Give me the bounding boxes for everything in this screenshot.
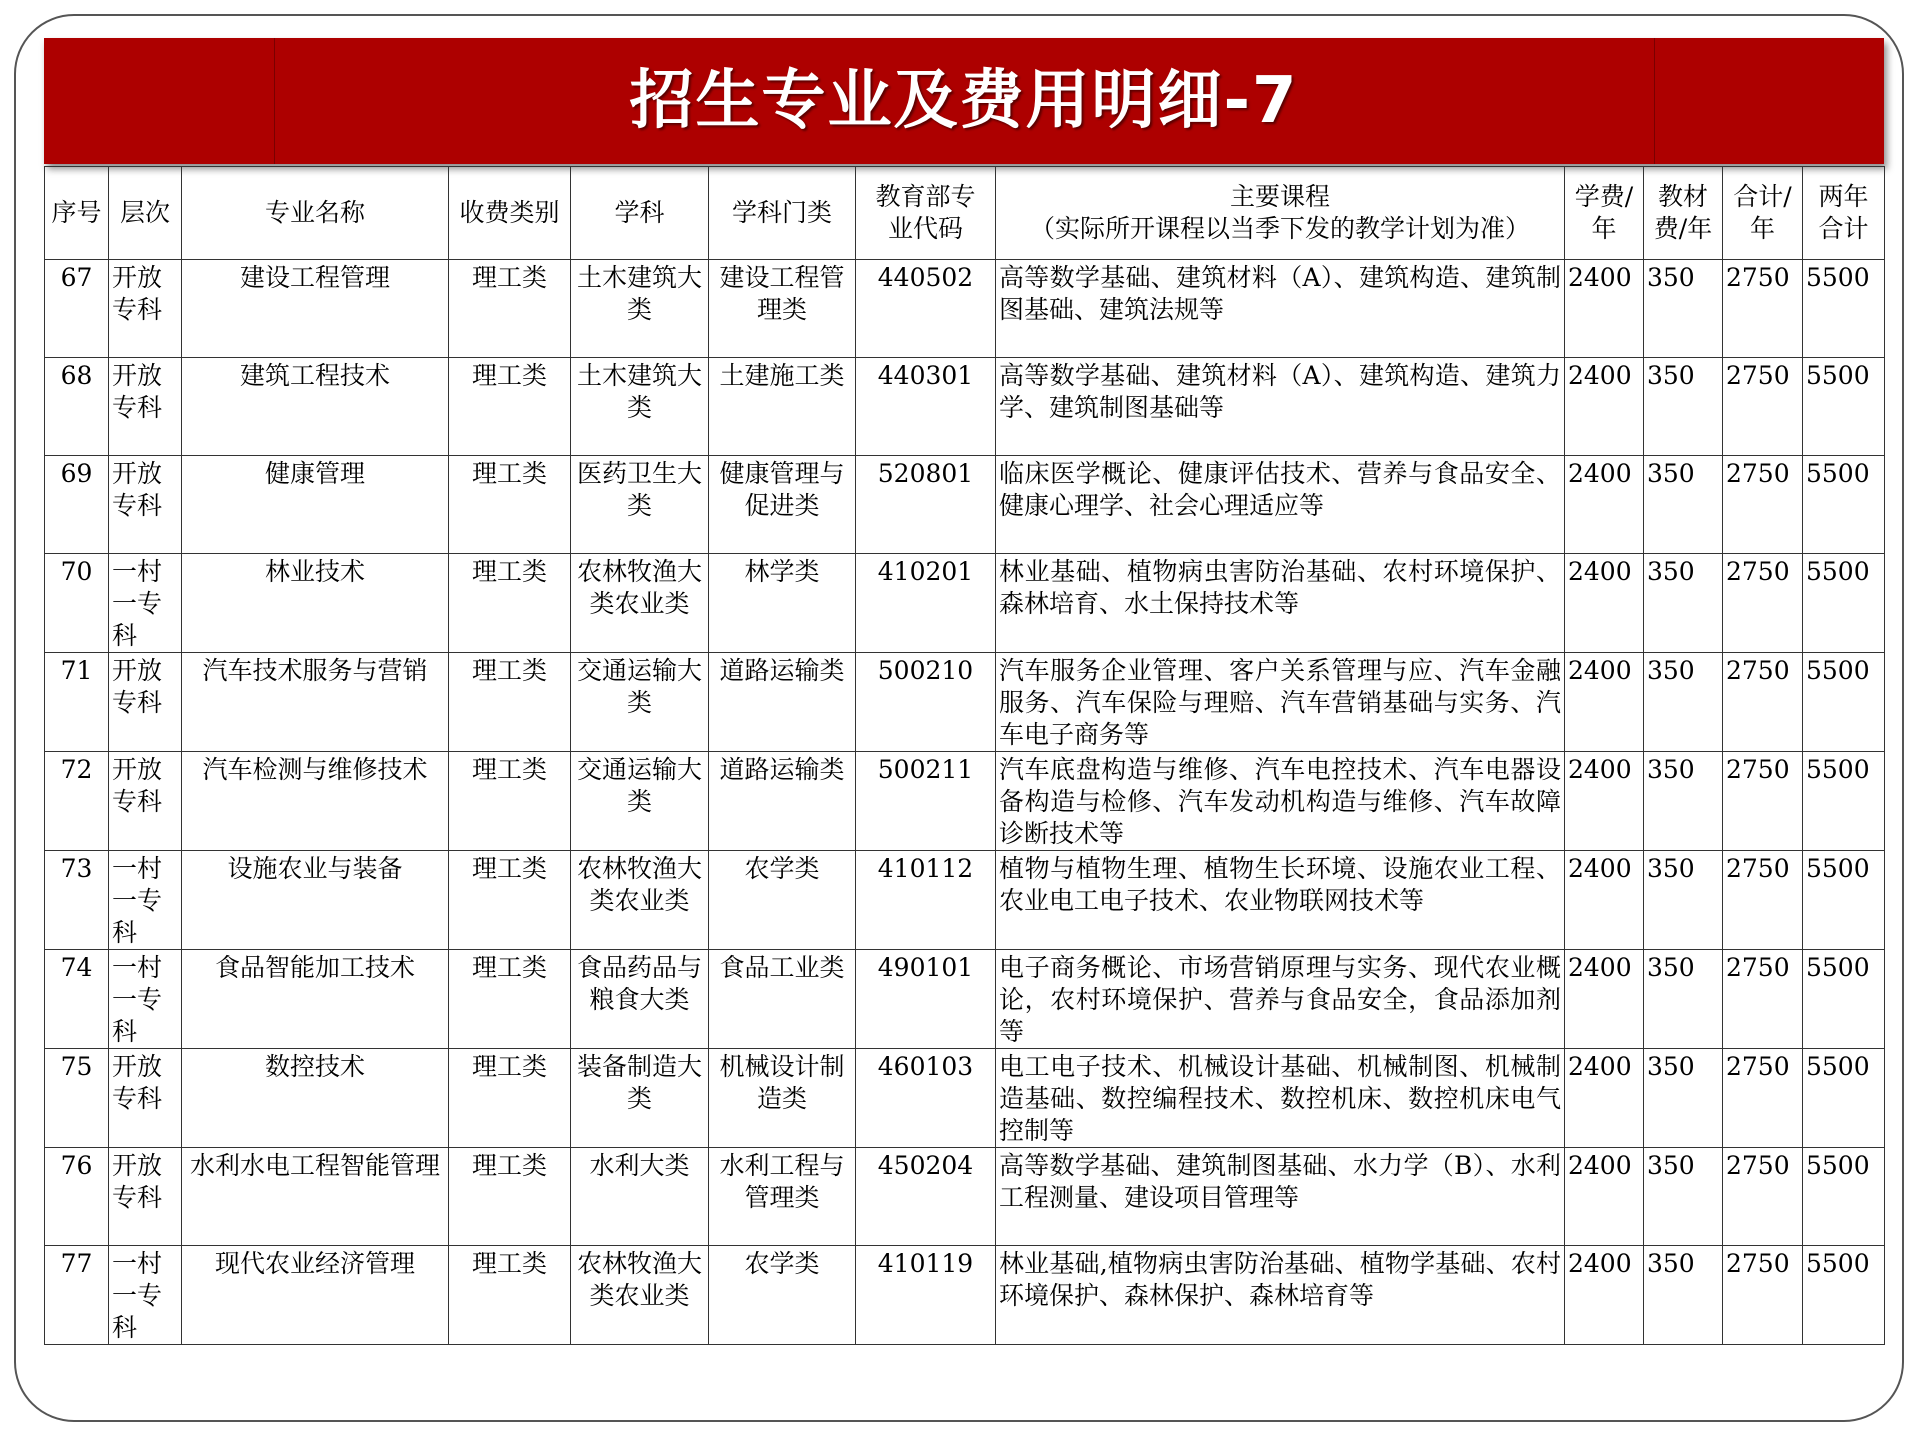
cell-code: 500210: [856, 653, 996, 752]
cell-major: 设施农业与装备: [182, 851, 449, 950]
cell-courses: 林业基础,植物病虫害防治基础、植物学基础、农村环境保护、森林保护、森林培育等: [996, 1246, 1565, 1345]
table-row: [45, 950, 1885, 1049]
cell-major: 现代农业经济管理: [182, 1246, 449, 1345]
cell-total: 2750: [1723, 260, 1803, 358]
cell-subject: 交通运输大类: [571, 653, 709, 752]
cell-books: 350: [1644, 950, 1723, 1049]
table-row: [45, 260, 1885, 358]
cell-subject: 土木建筑大类: [571, 260, 709, 358]
cell-subject: 食品药品与粮食大类: [571, 950, 709, 1049]
cell-major: 健康管理: [182, 456, 449, 554]
cell-seq: 71: [45, 653, 109, 752]
cell-total: 2750: [1723, 752, 1803, 851]
table-row: [45, 358, 1885, 456]
cell-category: 道路运输类: [709, 653, 856, 752]
cell-books: 350: [1644, 456, 1723, 554]
cell-category: 健康管理与促进类: [709, 456, 856, 554]
cell-code: 500211: [856, 752, 996, 851]
cell-major: 汽车检测与维修技术: [182, 752, 449, 851]
cell-seq: 70: [45, 554, 109, 653]
cell-code: 460103: [856, 1049, 996, 1148]
cell-two-year: 5500: [1803, 358, 1885, 456]
cell-courses: 电工电子技术、机械设计基础、机械制图、机械制造基础、数控编程技术、数控机床、数控机床电气控制等: [996, 1049, 1565, 1148]
cell-code: 440301: [856, 358, 996, 456]
cell-code: 440502: [856, 260, 996, 358]
cell-total: 2750: [1723, 1148, 1803, 1246]
cell-code: 520801: [856, 456, 996, 554]
header-books: 教材 费/年: [1644, 167, 1723, 260]
cell-seq: 76: [45, 1148, 109, 1246]
cell-category: 农学类: [709, 851, 856, 950]
cell-level: 开放专科: [109, 1049, 182, 1148]
header-category: 学科门类: [709, 167, 856, 260]
cell-books: 350: [1644, 851, 1723, 950]
cell-seq: 74: [45, 950, 109, 1049]
cell-level: 开放专科: [109, 1148, 182, 1246]
cell-books: 350: [1644, 260, 1723, 358]
cell-total: 2750: [1723, 554, 1803, 653]
cell-category: 林学类: [709, 554, 856, 653]
table-row: [45, 851, 1885, 950]
cell-fee-type: 理工类: [449, 1246, 571, 1345]
cell-fee-type: 理工类: [449, 456, 571, 554]
cell-courses: 高等数学基础、建筑材料（A）、建筑构造、建筑力学、建筑制图基础等: [996, 358, 1565, 456]
cell-total: 2750: [1723, 653, 1803, 752]
cell-category: 食品工业类: [709, 950, 856, 1049]
cell-seq: 75: [45, 1049, 109, 1148]
cell-tuition: 2400: [1565, 1246, 1644, 1345]
cell-tuition: 2400: [1565, 1049, 1644, 1148]
cell-major: 数控技术: [182, 1049, 449, 1148]
header-two-year: 两年 合计: [1803, 167, 1885, 260]
cell-books: 350: [1644, 752, 1723, 851]
cell-books: 350: [1644, 1246, 1723, 1345]
cell-courses: 电子商务概论、市场营销原理与实务、现代农业概论，农村环境保护、营养与食品安全，食品添加剂等: [996, 950, 1565, 1049]
header-tuition: 学费/ 年: [1565, 167, 1644, 260]
cell-fee-type: 理工类: [449, 358, 571, 456]
cell-fee-type: 理工类: [449, 1049, 571, 1148]
cell-two-year: 5500: [1803, 1049, 1885, 1148]
cell-tuition: 2400: [1565, 1148, 1644, 1246]
cell-seq: 73: [45, 851, 109, 950]
header-courses: 主要课程 （实际所开课程以当季下发的教学计划为准）: [996, 167, 1565, 260]
cell-subject: 水利大类: [571, 1148, 709, 1246]
cell-subject: 医药卫生大类: [571, 456, 709, 554]
cell-two-year: 5500: [1803, 950, 1885, 1049]
cell-fee-type: 理工类: [449, 752, 571, 851]
cell-code: 410112: [856, 851, 996, 950]
cell-level: 开放专科: [109, 358, 182, 456]
fee-table: [44, 166, 1885, 1345]
cell-level: 开放专科: [109, 752, 182, 851]
cell-major: 建筑工程技术: [182, 358, 449, 456]
cell-category: 建设工程管理类: [709, 260, 856, 358]
cell-total: 2750: [1723, 851, 1803, 950]
cell-code: 490101: [856, 950, 996, 1049]
cell-two-year: 5500: [1803, 752, 1885, 851]
header-seq: 序号: [45, 167, 109, 260]
cell-fee-type: 理工类: [449, 653, 571, 752]
table-row: [45, 554, 1885, 653]
cell-fee-type: 理工类: [449, 1148, 571, 1246]
table-row: [45, 653, 1885, 752]
cell-fee-type: 理工类: [449, 950, 571, 1049]
cell-level: 一村一专科: [109, 554, 182, 653]
cell-seq: 77: [45, 1246, 109, 1345]
cell-category: 道路运输类: [709, 752, 856, 851]
cell-courses: 汽车底盘构造与维修、汽车电控技术、汽车电器设备构造与检修、汽车发动机构造与维修、汽车故障诊断技术等: [996, 752, 1565, 851]
cell-books: 350: [1644, 1148, 1723, 1246]
cell-subject: 农林牧渔大类农业类: [571, 554, 709, 653]
title-banner: [44, 38, 1884, 164]
cell-courses: 汽车服务企业管理、客户关系管理与应、汽车金融服务、汽车保险与理赔、汽车营销基础与实务、汽车电子商务等: [996, 653, 1565, 752]
cell-total: 2750: [1723, 1049, 1803, 1148]
cell-books: 350: [1644, 554, 1723, 653]
header-major: 专业名称: [182, 167, 449, 260]
table-row: [45, 752, 1885, 851]
cell-level: 开放专科: [109, 260, 182, 358]
cell-code: 410201: [856, 554, 996, 653]
table-row: [45, 1246, 1885, 1345]
page-title: 招生专业及费用明细-7: [629, 64, 1299, 138]
table-header-row: [45, 167, 1885, 260]
cell-two-year: 5500: [1803, 1148, 1885, 1246]
cell-subject: 农林牧渔大类农业类: [571, 1246, 709, 1345]
cell-category: 水利工程与管理类: [709, 1148, 856, 1246]
cell-level: 一村一专科: [109, 950, 182, 1049]
cell-books: 350: [1644, 653, 1723, 752]
cell-major: 建设工程管理: [182, 260, 449, 358]
cell-total: 2750: [1723, 950, 1803, 1049]
cell-two-year: 5500: [1803, 554, 1885, 653]
header-total: 合计/ 年: [1723, 167, 1803, 260]
cell-category: 机械设计制造类: [709, 1049, 856, 1148]
cell-category: 土建施工类: [709, 358, 856, 456]
table-row: [45, 1148, 1885, 1246]
cell-courses: 林业基础、植物病虫害防治基础、农村环境保护、森林培育、水土保持技术等: [996, 554, 1565, 653]
cell-tuition: 2400: [1565, 260, 1644, 358]
cell-level: 开放专科: [109, 456, 182, 554]
cell-tuition: 2400: [1565, 653, 1644, 752]
table-row: [45, 1049, 1885, 1148]
cell-two-year: 5500: [1803, 851, 1885, 950]
cell-tuition: 2400: [1565, 456, 1644, 554]
cell-code: 410119: [856, 1246, 996, 1345]
cell-tuition: 2400: [1565, 950, 1644, 1049]
header-fee-type: 收费类别: [449, 167, 571, 260]
table-row: [45, 456, 1885, 554]
cell-total: 2750: [1723, 1246, 1803, 1345]
cell-two-year: 5500: [1803, 653, 1885, 752]
header-level: 层次: [109, 167, 182, 260]
cell-tuition: 2400: [1565, 851, 1644, 950]
cell-two-year: 5500: [1803, 1246, 1885, 1345]
cell-tuition: 2400: [1565, 752, 1644, 851]
cell-seq: 69: [45, 456, 109, 554]
cell-major: 汽车技术服务与营销: [182, 653, 449, 752]
cell-total: 2750: [1723, 456, 1803, 554]
cell-seq: 68: [45, 358, 109, 456]
cell-courses: 高等数学基础、建筑材料（A）、建筑构造、建筑制图基础、建筑法规等: [996, 260, 1565, 358]
cell-major: 水利水电工程智能管理: [182, 1148, 449, 1246]
cell-fee-type: 理工类: [449, 851, 571, 950]
cell-code: 450204: [856, 1148, 996, 1246]
cell-tuition: 2400: [1565, 358, 1644, 456]
cell-major: 林业技术: [182, 554, 449, 653]
cell-seq: 67: [45, 260, 109, 358]
cell-fee-type: 理工类: [449, 260, 571, 358]
cell-books: 350: [1644, 1049, 1723, 1148]
cell-courses: 临床医学概论、健康评估技术、营养与食品安全、健康心理学、社会心理适应等: [996, 456, 1565, 554]
cell-category: 农学类: [709, 1246, 856, 1345]
header-code: 教育部专 业代码: [856, 167, 996, 260]
cell-subject: 农林牧渔大类农业类: [571, 851, 709, 950]
cell-subject: 装备制造大类: [571, 1049, 709, 1148]
cell-two-year: 5500: [1803, 456, 1885, 554]
cell-courses: 植物与植物生理、植物生长环境、设施农业工程、农业电工电子技术、农业物联网技术等: [996, 851, 1565, 950]
cell-level: 一村一专科: [109, 851, 182, 950]
cell-subject: 土木建筑大类: [571, 358, 709, 456]
cell-courses: 高等数学基础、建筑制图基础、水力学（B）、水利工程测量、建设项目管理等: [996, 1148, 1565, 1246]
cell-level: 开放专科: [109, 653, 182, 752]
cell-level: 一村一专科: [109, 1246, 182, 1345]
cell-two-year: 5500: [1803, 260, 1885, 358]
cell-major: 食品智能加工技术: [182, 950, 449, 1049]
cell-books: 350: [1644, 358, 1723, 456]
cell-seq: 72: [45, 752, 109, 851]
cell-tuition: 2400: [1565, 554, 1644, 653]
cell-subject: 交通运输大类: [571, 752, 709, 851]
cell-fee-type: 理工类: [449, 554, 571, 653]
cell-total: 2750: [1723, 358, 1803, 456]
header-subject: 学科: [571, 167, 709, 260]
